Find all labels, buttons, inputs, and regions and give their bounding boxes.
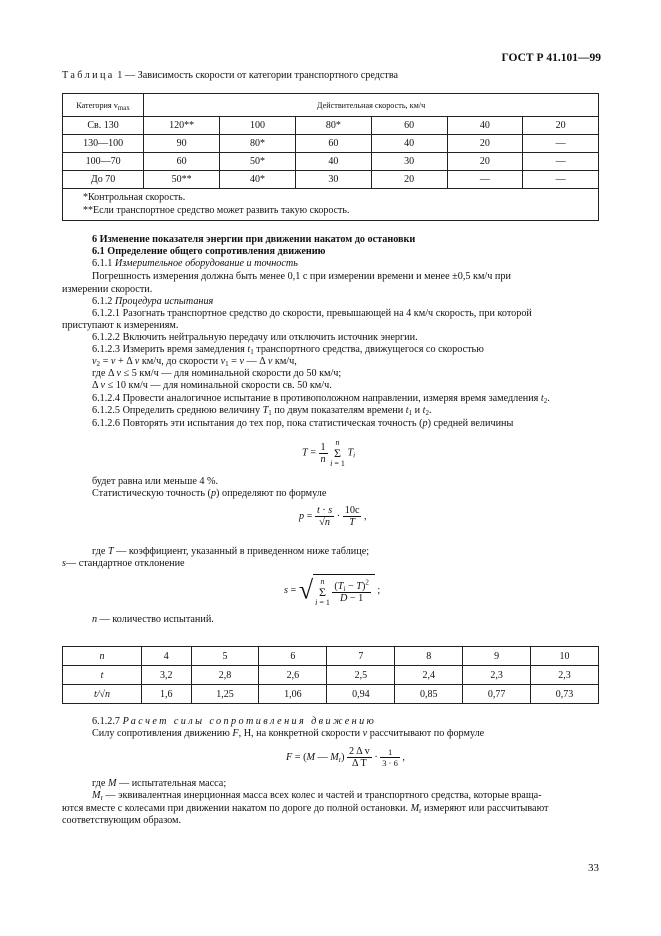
category-cell: Св. 130: [63, 117, 144, 135]
section-6-1-title: 6.1 Определение общего сопротивления движению: [92, 246, 326, 257]
accuracy-line-1: Погрешность измерения должна быть менее 0,1 с при измерении времени и менее ±0,5 км/ч при: [92, 271, 511, 282]
page-number: 33: [588, 862, 599, 874]
section-6-1-2-7-title: 6.1.2.7 Расчет силы сопротивления движению: [92, 716, 377, 727]
value-cell: 1,06: [259, 685, 327, 704]
table1-caption: Таблица 1 — Зависимость скорости от категории транспортного средства: [62, 70, 399, 81]
n-definition: n — количество испытаний.: [92, 614, 214, 625]
value-cell: 7: [327, 647, 395, 666]
speed-cell: 20: [523, 117, 599, 135]
mr-definition-line-2: ются вместе с колесами при движении накатом по дороге до полной остановки. $M_r$ измеряют или рассчитывают: [62, 803, 549, 815]
speed-cell: 20: [371, 171, 447, 189]
value-cell: 10: [531, 647, 599, 666]
row-label-cell: n: [63, 647, 142, 666]
value-cell: 9: [463, 647, 531, 666]
value-cell: 3,2: [142, 666, 192, 685]
document-header: ГОСТ Р 41.101—99: [501, 52, 601, 64]
speed-cell: 40: [447, 117, 523, 135]
section-6-1-1: 6.1.1 Измерительное оборудование и точность: [92, 258, 298, 269]
table1-row: [63, 153, 599, 171]
speed-cell: 100: [220, 117, 296, 135]
section-6-1-2: 6.1.2 Процедура испытания: [92, 296, 214, 307]
stat-precision-intro: Статистическую точность (p) определяют по формуле: [92, 488, 327, 499]
speed-cell: 80*: [295, 117, 371, 135]
row-label-cell: t: [63, 666, 142, 685]
category-cell: 130—100: [63, 135, 144, 153]
value-cell: 8: [395, 647, 463, 666]
step-6-1-2-1-line-1: 6.1.2.1 Разогнать транспортное средство до скорости, превышающей на 4 км/ч скорость, при которой: [92, 308, 532, 319]
value-cell: 0,94: [327, 685, 395, 704]
accuracy-line-2: измерении скорости.: [62, 284, 153, 295]
where-s-definition: s— стандартное отклонение: [62, 558, 185, 569]
speed-v2-line: $v_2 = v + \Delta$ v км/ч, до скорости $v_1 = v$ — Δ v км/ч,: [92, 356, 297, 368]
step-6-1-2-5: 6.1.2.5 Определить среднюю величину $T_1$ по двум показателям времени $t_1$ и $t_2$.: [92, 405, 432, 417]
value-cell: 4: [142, 647, 192, 666]
speed-cell: 20: [447, 153, 523, 171]
step-6-1-2-1-line-2: приступают к измерениям.: [62, 320, 179, 331]
speed-cell: 30: [371, 153, 447, 171]
value-cell: 2,3: [463, 666, 531, 685]
delta-v-5: где Δ v ≤ 5 км/ч — для номинальной скорости до 50 км/ч;: [92, 368, 342, 379]
table1-row: [63, 135, 599, 153]
value-cell: 2,8: [191, 666, 259, 685]
speed-cell: 60: [144, 153, 220, 171]
value-cell: 2,6: [259, 666, 327, 685]
table1-row: [63, 171, 599, 189]
speed-cell: 40: [295, 153, 371, 171]
delta-v-10: Δ v ≤ 10 км/ч — для номинальной скорости св. 50 км/ч.: [92, 380, 332, 391]
category-cell: До 70: [63, 171, 144, 189]
speed-cell: 50*: [220, 153, 296, 171]
step-6-1-2-4: 6.1.2.4 Провести аналогичное испытание в противоположном направлении, измеряя время замедления $t_2$.: [92, 393, 550, 405]
value-cell: 2,5: [327, 666, 395, 685]
note-control-speed: *Контрольная скорость.: [83, 192, 186, 203]
value-cell: 0,85: [395, 685, 463, 704]
speed-cell: 80*: [220, 135, 296, 153]
table1-row: [63, 117, 599, 135]
table2-row: [63, 666, 599, 685]
step-6-1-2-2: 6.1.2.2 Включить нейтральную передачу или отключить источник энергии.: [92, 332, 418, 343]
table1-notes: [63, 189, 599, 221]
value-cell: 0,73: [531, 685, 599, 704]
speed-cell: —: [523, 135, 599, 153]
formula-precision-p: p = $\frac{t \cdot s}{√n}$ · $\frac{10c}{T}$ ,: [299, 505, 367, 528]
table2-row: [63, 685, 599, 704]
speed-cell: 40: [371, 135, 447, 153]
speed-cell: 30: [295, 171, 371, 189]
value-cell: 5: [191, 647, 259, 666]
category-cell: 100—70: [63, 153, 144, 171]
speed-cell: 60: [371, 117, 447, 135]
value-cell: 2,4: [395, 666, 463, 685]
formula-force-F: F = (M — $M_r$) $\frac{\text{2 Δ v}}{\text{Δ T}}$ · $\frac{1}{3 \cdot 6}$ ,: [286, 746, 405, 769]
speed-cell: 90: [144, 135, 220, 153]
step-6-1-2-3: 6.1.2.3 Измерить время замедления $t_1$ транспортного средства, движущегося со скоростью: [92, 344, 484, 356]
student-coefficient-table: [62, 646, 599, 704]
speed-cell: 20: [447, 135, 523, 153]
value-cell: 2,3: [531, 666, 599, 685]
value-cell: 1,6: [142, 685, 192, 704]
speed-cell: 50**: [144, 171, 220, 189]
where-m-definition: где M — испытательная масса;: [92, 778, 227, 789]
speed-cell: 120**: [144, 117, 220, 135]
speed-cell: —: [523, 153, 599, 171]
col-speed-header: Действительная скорость, км/ч: [144, 94, 599, 117]
mr-definition-line-1: $M_r$ — эквивалентная инерционная масса всех колес и частей и транспортного средства, которые враща-: [92, 790, 542, 802]
value-cell: 1,25: [191, 685, 259, 704]
speed-cell: —: [523, 171, 599, 189]
value-cell: 0,77: [463, 685, 531, 704]
force-intro: Силу сопротивления движению F, Н, на конкретной скорости v рассчитывают по формуле: [92, 728, 485, 739]
row-label-cell: t/√n: [63, 685, 142, 704]
speed-cell: 60: [295, 135, 371, 153]
step-6-1-2-6: 6.1.2.6 Повторять эти испытания до тех пор, пока статистическая точность (p) средней величины: [92, 418, 514, 429]
section-6-title: 6 Изменение показателя энергии при движении накатом до остановки: [92, 234, 416, 245]
speed-cell: —: [447, 171, 523, 189]
note-max-speed: **Если транспортное средство может развить такую скорость.: [83, 205, 350, 216]
speed-category-table: [62, 93, 599, 221]
equal-4-percent: будет равна или меньше 4 %.: [92, 476, 219, 487]
formula-mean-T: T = $\frac{1}{n}$ n Σ i = 1 $T_i$: [302, 438, 356, 468]
where-t-definition: где T — коэффициент, указанный в приведенном ниже таблице;: [92, 546, 370, 557]
mr-definition-line-3: соответствующим образом.: [62, 815, 182, 826]
formula-std-dev: s = √ n Σ i = 1 $\frac{(T_i - T)^2}{D - 1}$ ;: [284, 575, 381, 607]
speed-cell: 40*: [220, 171, 296, 189]
value-cell: 6: [259, 647, 327, 666]
table2-row: [63, 647, 599, 666]
col-category-header: Категория $v_{max}$: [63, 94, 144, 117]
